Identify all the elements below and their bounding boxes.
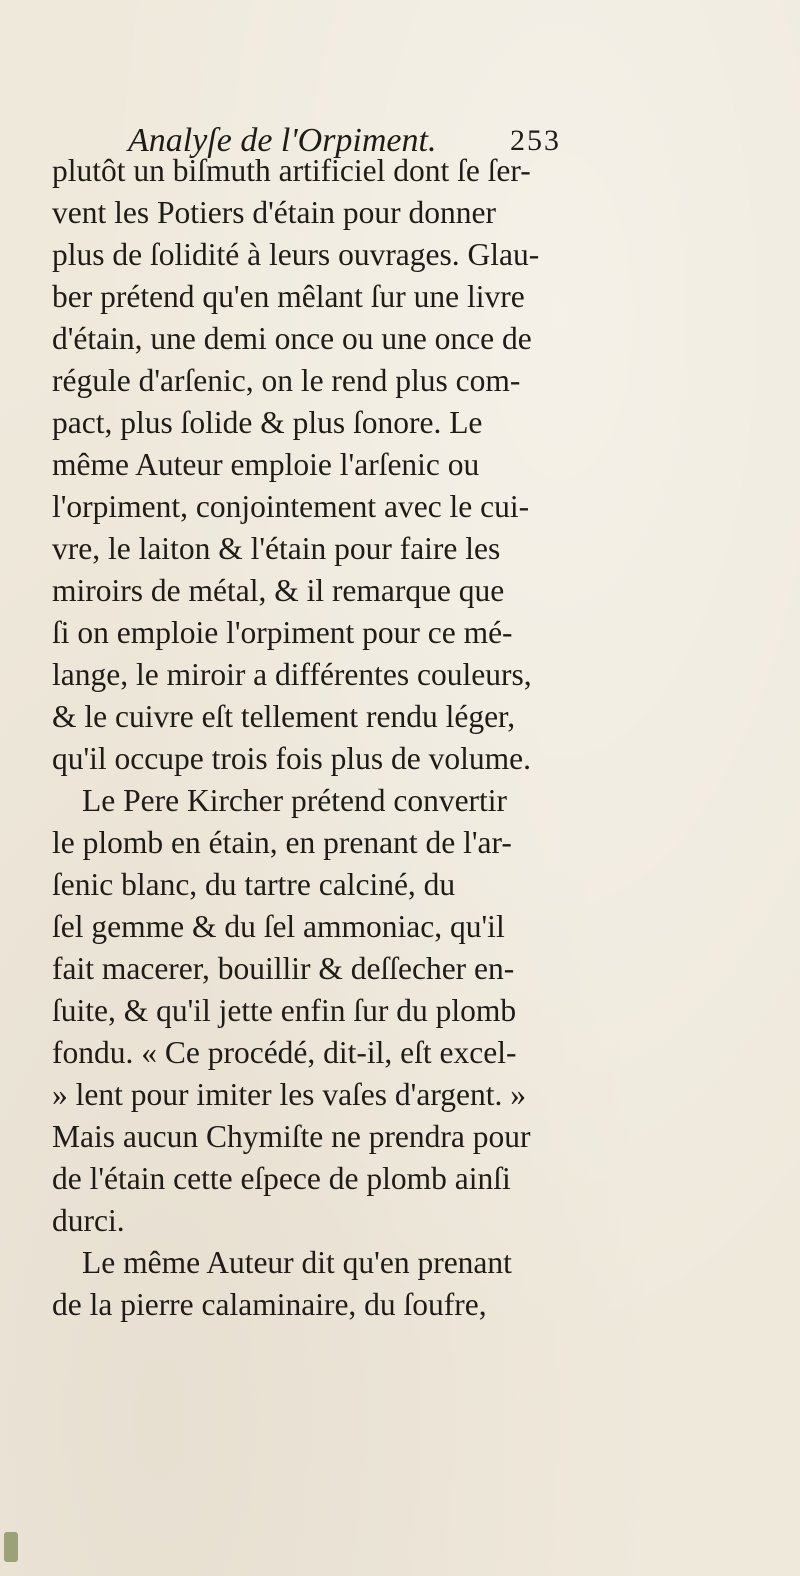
text-line: miroirs de métal, & il remarque que [52,573,505,608]
page-number: 253 [510,124,561,157]
text-line: pact, plus ſolide & plus ſonore. Le [52,405,483,440]
text-line: Le Pere Kircher prétend convertir [82,783,508,818]
text-line: ſi on emploie l'orpiment pour ce mé- [52,615,513,650]
text-line: fait macerer, bouillir & deſſecher en- [52,951,515,986]
text-line: vre, le laiton & l'étain pour faire les [52,531,501,566]
text-line: ſel gemme & du ſel ammoniac, qu'il [52,909,505,944]
text-line: » lent pour imiter les vaſes d'argent. » [52,1077,526,1112]
text-line: même Auteur emploie l'arſenic ou [52,447,480,482]
body-text [52,150,772,1326]
text-line: le plomb en étain, en prenant de l'ar- [52,825,512,860]
text-line: durci. [52,1203,125,1238]
text-line: & le cuivre eſt tellement rendu léger, [52,699,516,734]
text-line: ſuite, & qu'il jette enfin ſur du plomb [52,993,517,1028]
text-line: plutôt un biſmuth artificiel dont ſe ſer- [52,153,531,188]
text-line: régule d'arſenic, on le rend plus com- [52,363,521,398]
text-line: d'étain, une demi once ou une once de [52,321,532,356]
text-line: l'orpiment, conjointement avec le cui- [52,489,530,524]
text-line: ſenic blanc, du tartre calciné, du [52,867,456,902]
margin-mark [4,1532,18,1562]
text-line: vent les Potiers d'étain pour donner [52,195,496,230]
text-line: lange, le miroir a différentes couleurs, [52,657,532,692]
header-title: Analyſe de l'Orpiment. [128,122,437,159]
text-line: Le même Auteur dit qu'en prenant [82,1245,512,1280]
text-line: plus de ſolidité à leurs ouvrages. Glau- [52,237,540,272]
text-line: ber prétend qu'en mêlant ſur une livre [52,279,525,314]
text-line: de l'étain cette eſpece de plomb ainſi [52,1161,511,1196]
text-line: Mais aucun Chymiſte ne prendra pour [52,1119,531,1154]
text-line: fondu. « Ce procédé, dit-il, eſt excel- [52,1035,517,1070]
text-line: de la pierre calaminaire, du ſoufre, [52,1287,487,1322]
text-line: qu'il occupe trois fois plus de volume. [52,741,531,776]
